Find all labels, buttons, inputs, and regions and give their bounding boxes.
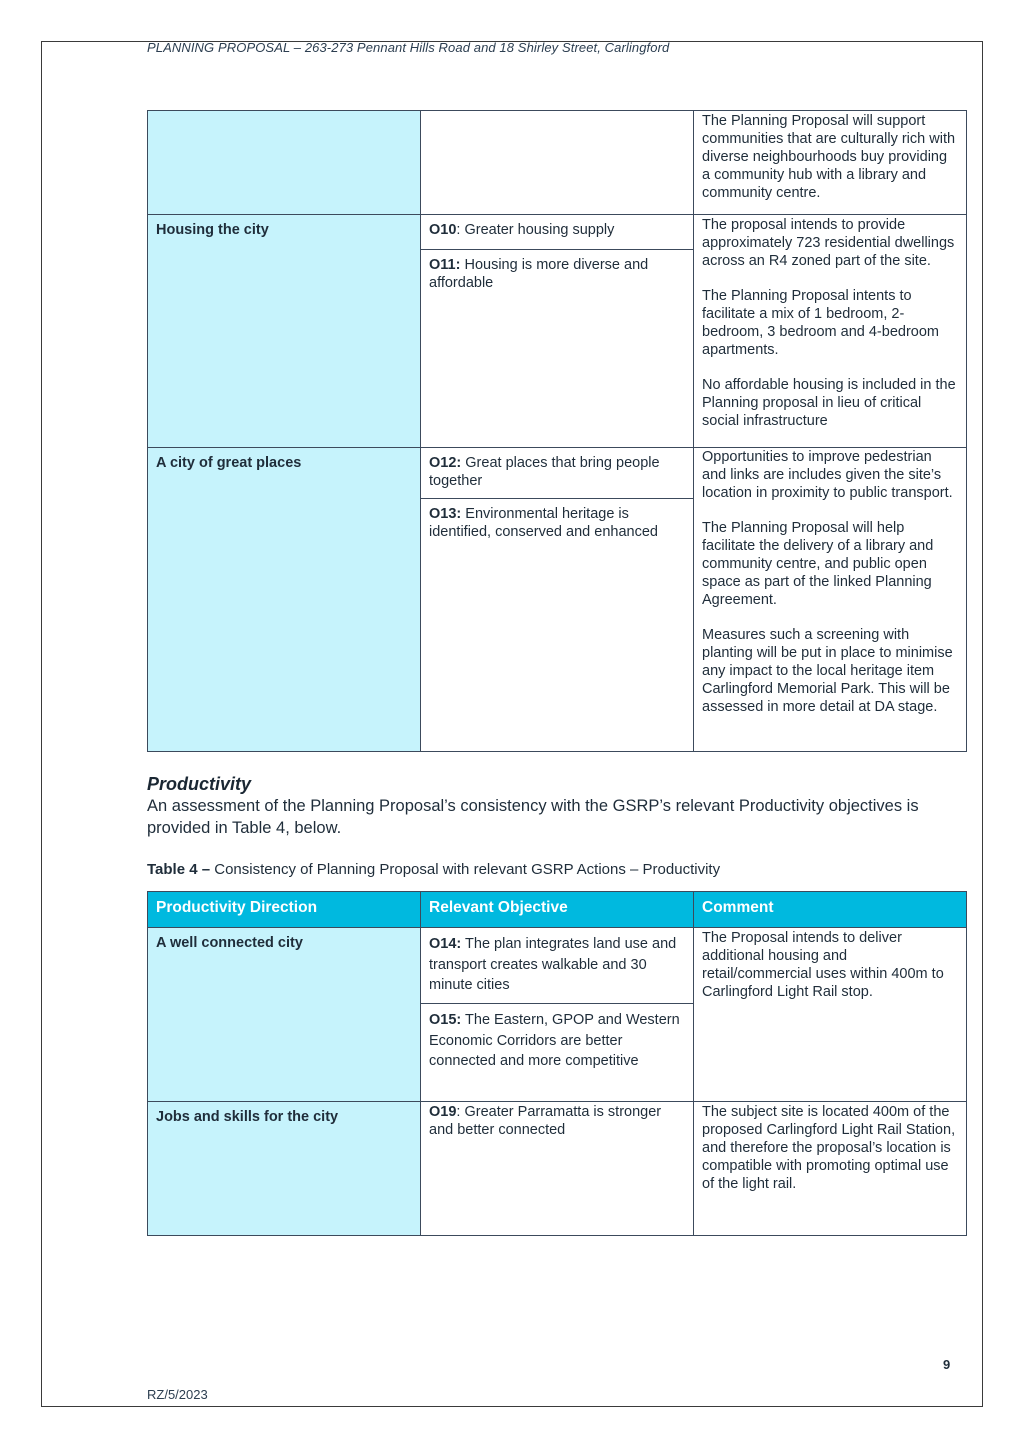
objective-cell: [421, 215, 694, 448]
objective-cell: [421, 928, 694, 1102]
comment-paragraph: The Planning Proposal intents to facilitate a mix of 1 bedroom, 2-bedroom, 3 bedroom and 4-bedroom apartments.: [702, 288, 939, 358]
direction-cell: [148, 111, 421, 215]
column-header: Comment: [694, 892, 967, 928]
productivity-section: [147, 773, 967, 839]
objective-text: Housing is more diverse and affordable: [429, 257, 649, 291]
objective-code: O19: [429, 1104, 457, 1120]
objective-code: O15:: [429, 1012, 462, 1028]
comment-paragraph: The Planning Proposal will help facilitate the delivery of a library and community centre, and public open space as part of the linked Planning Agreement.: [702, 520, 934, 608]
column-header: Productivity Direction: [148, 892, 421, 928]
objective-text: The plan integrates land use and transport creates walkable and 30 minute cities: [429, 936, 677, 993]
objective-item: [421, 215, 693, 249]
table-caption: [147, 861, 720, 878]
table-row: [148, 215, 967, 448]
objective-item: [421, 928, 693, 1003]
comment-cell: [694, 111, 967, 215]
objective-text: The Eastern, GPOP and Western Economic Corridors are better connected and more competitive: [429, 1012, 680, 1069]
comment-cell: The subject site is located 400m of the proposed Carlingford Light Rail Station, and therefore the proposal’s location is compatible with promoting optimal use of the light rail.: [694, 1102, 967, 1236]
objective-item: [421, 249, 693, 298]
page-number: 9: [943, 1357, 951, 1372]
comment-cell: The Proposal intends to deliver additional housing and retail/commercial uses within 400m to Carlingford Light Rail stop.: [694, 928, 967, 1102]
comment-paragraph: No affordable housing is included in the Planning proposal in lieu of critical social infrastructure: [702, 377, 956, 429]
table-row: [148, 448, 967, 752]
column-header: Relevant Objective: [421, 892, 694, 928]
objective-item: [421, 448, 693, 498]
objective-code: O13:: [429, 506, 462, 522]
table-4: [147, 891, 967, 1236]
direction-cell: Jobs and skills for the city: [148, 1102, 421, 1236]
comment-paragraph: Opportunities to improve pedestrian and links are includes given the site’s location in proximity to public transport.: [702, 449, 953, 501]
direction-cell: A well connected city: [148, 928, 421, 1102]
objective-cell: [421, 448, 694, 752]
comment-cell: [694, 215, 967, 448]
caption-text: Consistency of Planning Proposal with relevant GSRP Actions – Productivity: [210, 861, 721, 878]
direction-cell: A city of great places: [148, 448, 421, 752]
objective-text: : Greater Parramatta is stronger and better connected: [429, 1104, 662, 1138]
document-reference: RZ/5/2023: [147, 1387, 208, 1402]
objective-code: O10: [429, 222, 457, 238]
direction-cell: Housing the city: [148, 215, 421, 448]
objective-code: O12:: [429, 455, 462, 471]
table-header-row: [148, 892, 967, 928]
table-row: [148, 1102, 967, 1236]
objective-item: [421, 498, 693, 547]
section-heading: Productivity: [147, 774, 252, 794]
objective-item: [421, 1003, 693, 1078]
comment-paragraph: The proposal intends to provide approximately 723 residential dwellings across an R4 zoned part of the site.: [702, 217, 955, 269]
caption-label: Table 4 –: [147, 861, 211, 878]
objective-text: Great places that bring people together: [429, 455, 660, 489]
page-header: PLANNING PROPOSAL – 263-273 Pennant Hills Road and 18 Shirley Street, Carlingford: [147, 40, 670, 55]
objective-text: Greater housing supply: [460, 222, 615, 238]
comment-cell: [694, 448, 967, 752]
table-row: [148, 928, 967, 1102]
comment-paragraph: The Planning Proposal will support communities that are culturally rich with diverse neighbourhoods buy providing a community hub with a library and community centre.: [702, 113, 956, 201]
table-row: [148, 111, 967, 215]
objective-code: O14:: [429, 936, 462, 952]
comment-paragraph: Measures such a screening with planting will be put in place to minimise any impact to the local heritage item Carlingford Memorial Park. This will be assessed in more detail at DA stage.: [702, 627, 953, 715]
table-3-continued: [147, 110, 967, 752]
objective-sep: :: [456, 222, 461, 238]
objective-cell: [421, 1102, 694, 1236]
objective-cell: [421, 111, 694, 215]
objective-text: Environmental heritage is identified, conserved and enhanced: [429, 506, 658, 540]
section-body: An assessment of the Planning Proposal’s consistency with the GSRP’s relevant Productivity objectives is provided in Table 4, below.: [147, 797, 919, 837]
objective-code: O11:: [429, 257, 461, 273]
